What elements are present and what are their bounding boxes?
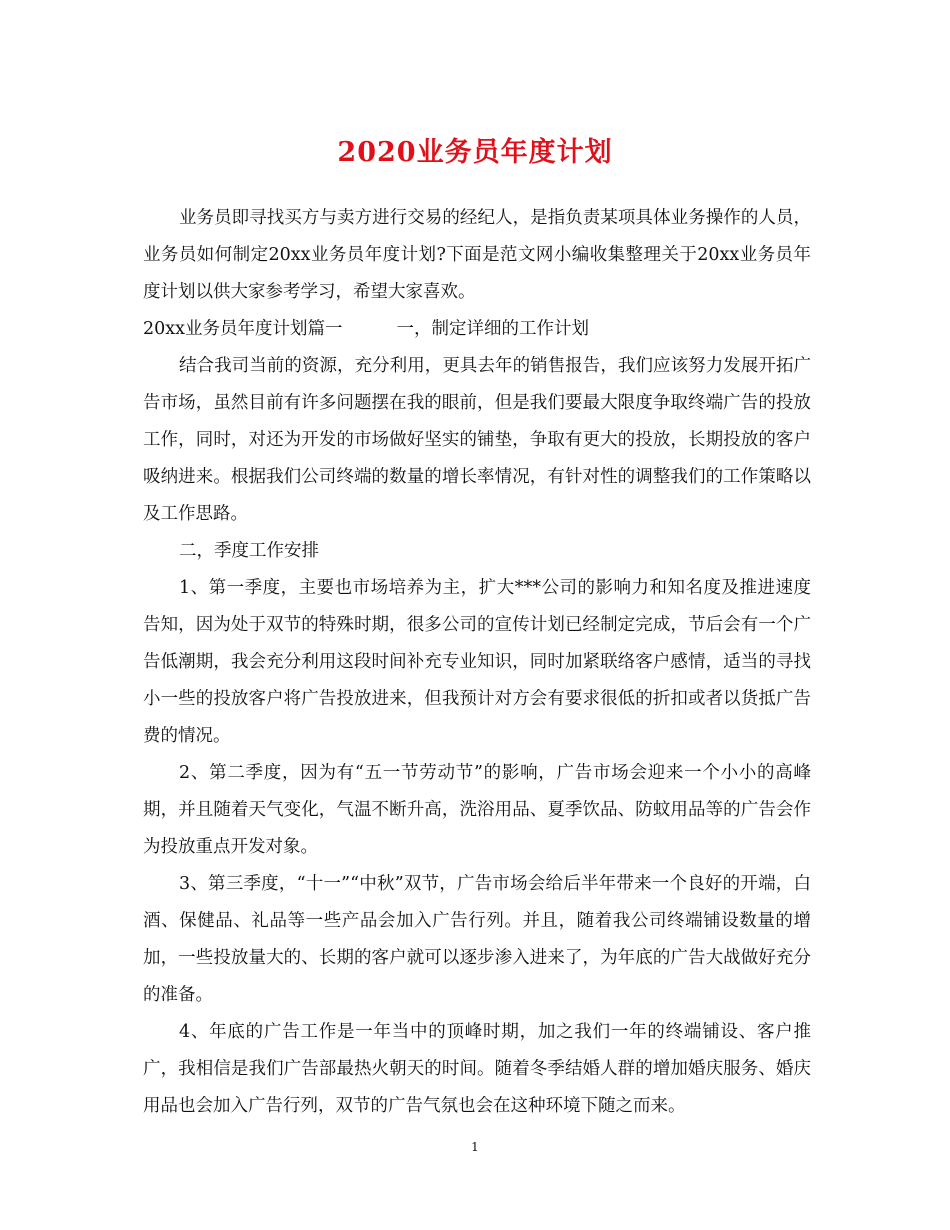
quarter3-paragraph: 3、第三季度，“十一”“中秋”双节，广告市场会给后半年带来一个良好的开端，白酒、保健品、礼品等一些产品会加入广告行列。并且，随着我公司终端铺设数量的增加，一些投放量大的、长期的客户就可以逐步渗入进来了，为年底的广告大战做好充分的准备。: [143, 874, 811, 1005]
intro-paragraph: 业务员即寻找买方与卖方进行交易的经纪人，是指负责某项具体业务操作的人员，业务员如何制定20xx业务员年度计划?下面是范文网小编收集整理关于20xx业务员年度计划以供大家参考学习，希望大家喜欢。: [143, 208, 811, 302]
section1-body: 结合我司当前的资源，充分利用，更具去年的销售报告，我们应该努力发展开拓广告市场，虽然目前有许多问题摆在我的眼前，但是我们要最大限度争取终端广告的投放工作，同时，对还为开发的市场做好坚实的铺垫，争取有更大的投放，长期投放的客户吸纳进来。根据我们公司终端的数量的增长率情况，有针对性的调整我们的工作策略以及工作思路。: [143, 356, 811, 524]
page-number: 1: [471, 1140, 479, 1154]
section1-heading: 一，制定详细的工作计划: [396, 319, 590, 339]
document-title: 2020业务员年度计划: [337, 137, 613, 168]
part-label: 20xx业务员年度计划篇一: [143, 319, 343, 339]
quarter2-paragraph: 2、第二季度，因为有“五一节劳动节”的影响，广告市场会迎来一个小小的高峰期，并且随着天气变化，气温不断升高，洗浴用品、夏季饮品、防蚊用品等的广告会作为投放重点开发对象。: [143, 763, 811, 857]
quarter1-paragraph: 1、第一季度，主要也市场培养为主，扩大***公司的影响力和知名度及推进速度告知，因为处于双节的特殊时期，很多公司的宣传计划已经制定完成，节后会有一个广告低潮期，我会充分利用这段时间补充专业知识，同时加紧联络客户感情，适当的寻找小一些的投放客户将广告投放进来，但我预计对方会有要求很低的折扣或者以货抵广告费的情况。: [143, 578, 811, 746]
quarter4-paragraph: 4、年底的广告工作是一年当中的顶峰时期，加之我们一年的终端铺设、客户推广，我相信是我们广告部最热火朝天的时间。随着冬季结婚人群的增加婚庆服务、婚庆用品也会加入广告行列，双节的广告气氛也会在这种环境下随之而来。: [143, 1022, 811, 1116]
section2-heading: 二，季度工作安排: [179, 541, 319, 561]
part-heading-line: [143, 311, 811, 348]
document-body: [143, 200, 811, 1125]
